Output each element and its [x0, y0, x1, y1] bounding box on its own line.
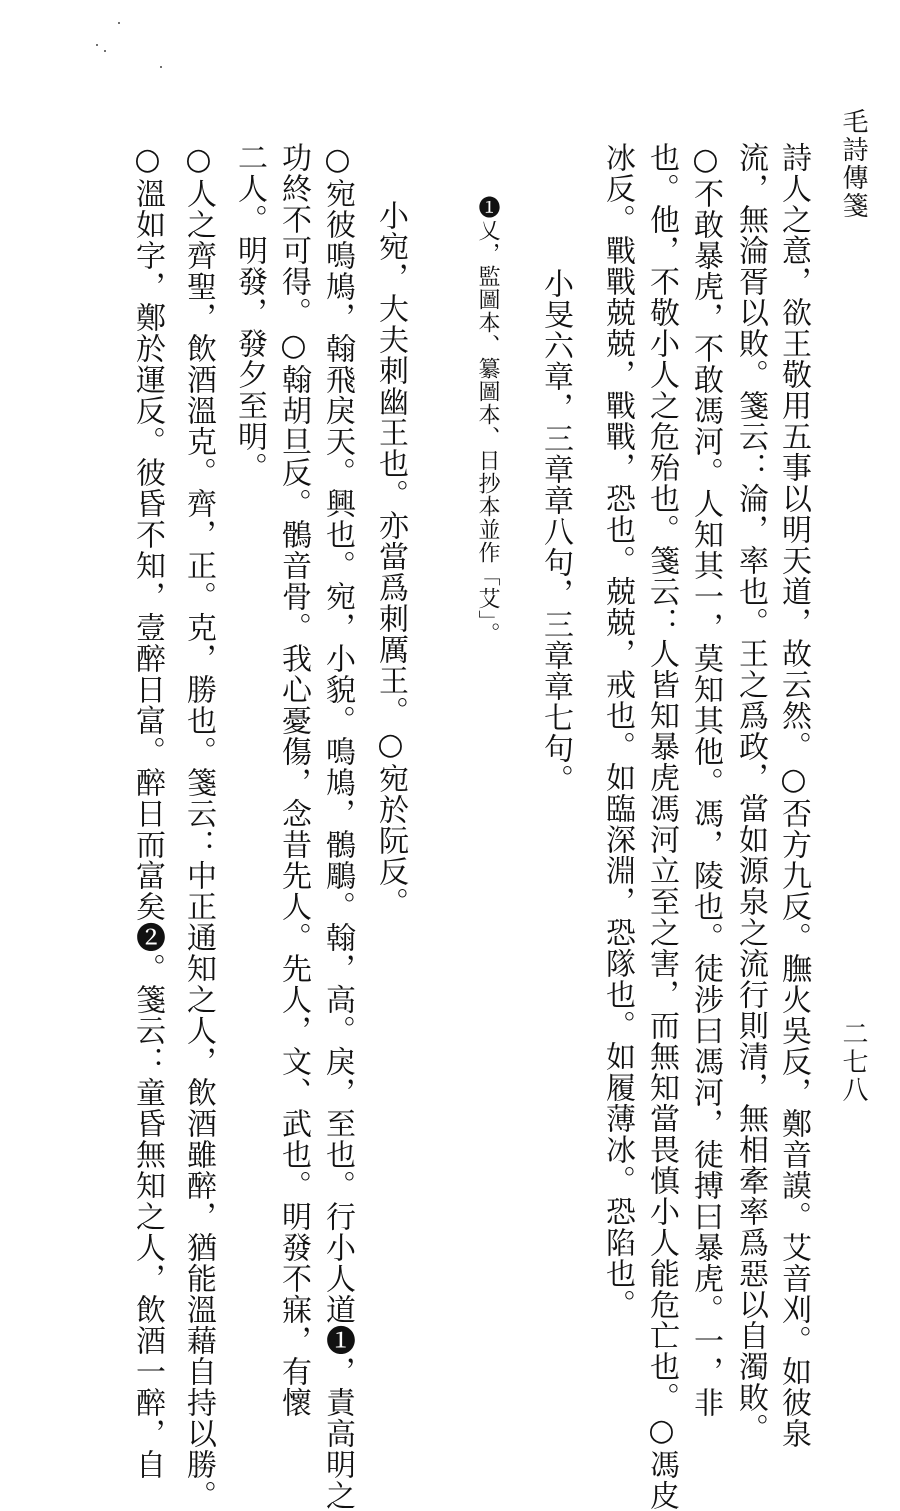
chapter-summary: 小旻六章，三章章八句，三章章七句。	[538, 268, 573, 795]
footnote: ❶乂，監圖本、纂圖本、日抄本並作「艾」。	[475, 196, 500, 645]
book-title: 毛詩傳箋	[838, 108, 868, 220]
text-column-4: 也。他，不敬小人之危殆也。箋云：人皆知暴虎馮河立至之害，而無知當畏慎小人能危亡也。○馮皮	[644, 142, 679, 1511]
scan-speck	[118, 22, 120, 24]
poem-title-line: 小宛，大夫刺幽王也。亦當爲刺厲王。○宛於阮反。	[373, 200, 408, 918]
text-column-9: ○宛彼鳴鳩，翰飛戾天。興也。宛，小貌。鳴鳩，鶻鵰。翰，高。戾，至也。行小人道❶，責高明之	[320, 142, 355, 1511]
scan-speck	[160, 66, 162, 68]
text-column-3: ○不敢暴虎，不敢馮河。人知其一，莫知其他。馮，陵也。徒涉曰馮河，徒搏曰暴虎。一，非	[688, 142, 723, 1418]
text-column-2: 流，無淪胥以敗。箋云：淪，率也。王之爲政，當如源泉之流行則清，無相牽率爲惡以自濁敗。	[733, 142, 768, 1444]
scan-speck	[96, 44, 98, 46]
scan-speck	[104, 50, 106, 52]
text-column-12: ○人之齊聖，飲酒溫克。齊，正。克，勝也。箋云：中正通知之人，飲酒雖醉，猶能溫藉自持以勝。	[181, 142, 216, 1511]
text-column-1: 詩人之意，欲王敬用五事以明天道，故云然。○否方九反。膴火吳反，鄭音謨。艾音刈。如彼泉	[776, 142, 811, 1449]
text-column-13: ○溫如字，鄭於運反。彼昏不知，壹醉日富。醉日而富矣❷。箋云：童昏無知之人，飲酒一醉，自	[130, 142, 165, 1480]
text-column-10: 功終不可得。○翰胡旦反。鶻音骨。我心憂傷，念昔先人。先人，文、武也。明發不寐，有懷	[276, 142, 311, 1418]
page-number: 二七八	[838, 1020, 868, 1104]
text-column-5: 冰反。戰戰兢兢，戰戰，恐也。兢兢，戒也。如臨深淵，恐隊也。如履薄冰。恐陷也。	[600, 142, 635, 1320]
text-column-11: 二人。明發，發夕至明。	[232, 142, 267, 483]
